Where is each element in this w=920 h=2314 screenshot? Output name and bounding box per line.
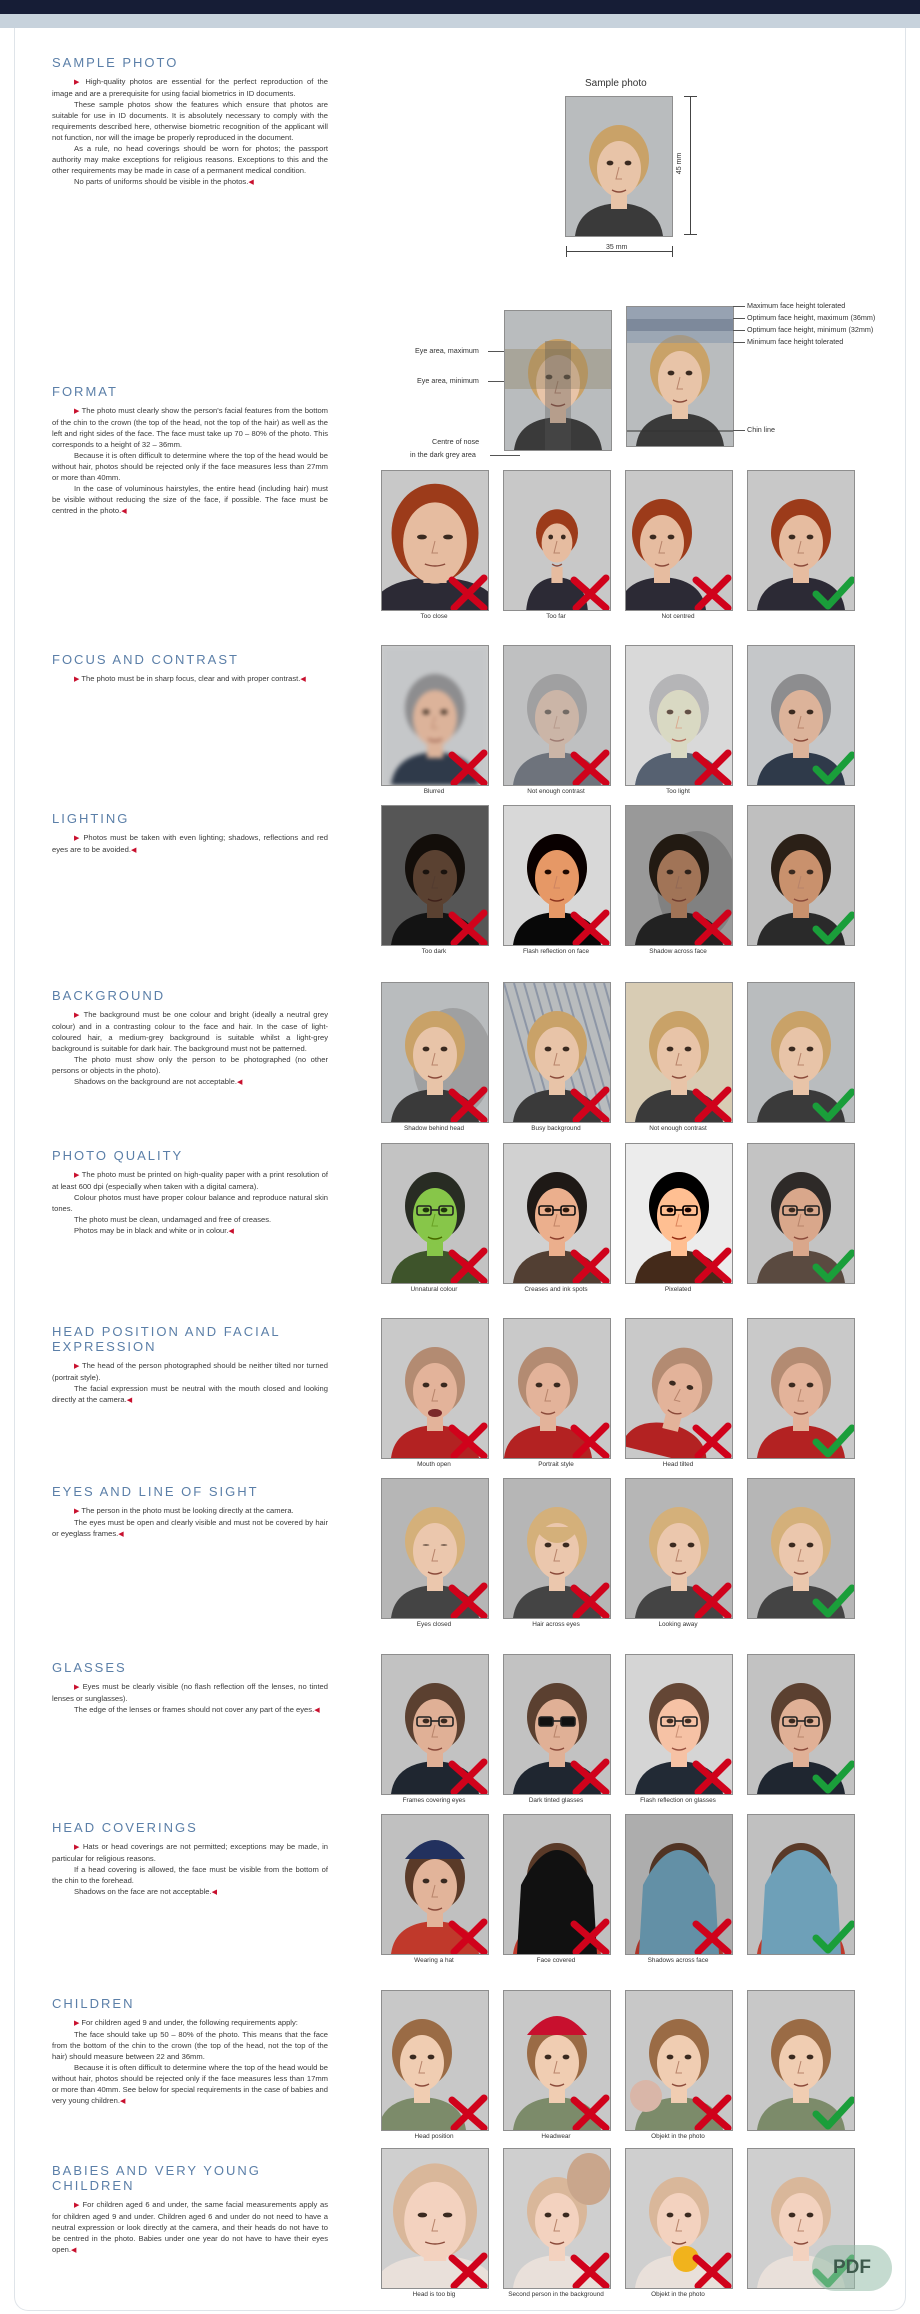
triangle-icon: ▶ [74,676,82,683]
paragraph: Hats or head coverings are not permitted; exceptions may be made, in particular for religious reasons. [52,1842,329,1863]
photo-caption: Eyes closed [416,1621,452,1628]
check-icon [812,749,855,786]
example-photo [503,982,611,1123]
example-photo [381,470,489,611]
photo-caption: Dark tinted glasses [528,1797,584,1804]
cross-icon [690,1422,733,1459]
photo-caption: Blurred [423,788,445,795]
photo-caption: Objekt in the photo [651,2133,705,2140]
section-title: GLASSES [52,1660,127,1675]
photo-caption: Flash reflection on face [522,948,590,955]
photo-caption: Headwear [541,2133,571,2140]
cross-icon [446,1086,489,1123]
photo-caption: Not enough contrast [527,788,585,795]
label-nose-centre: Centre of nose [432,437,480,446]
photo-caption: Shadow behind head [403,1125,465,1132]
photo-caption: Too far [546,613,566,620]
section-babies [52,2163,328,2256]
example-photo [503,1654,611,1795]
cross-icon [446,749,489,786]
triangle-icon: ▶ [74,2202,83,2209]
example-photo [625,645,733,786]
pdf-badge[interactable]: PDF [812,2245,892,2291]
width-right-tick [672,246,673,257]
height-top-tick [684,96,697,97]
cross-icon [446,1422,489,1459]
photo-caption: Shadows across face [647,1957,709,1964]
paragraph: High-quality photos are essential for the perfect reproduction of the image and are a prerequisite for using facial biometrics in ID documents. [52,77,329,98]
cross-icon [446,1247,489,1284]
paragraph: The photo must be clean, undamaged and free of creases. [74,1215,272,1224]
leader-line [733,306,745,307]
photo-caption: Too close [420,613,448,620]
section-eyes [52,1484,328,1540]
photo-caption: Frames covering eyes [402,1797,466,1804]
cross-icon [568,1247,611,1284]
paragraph: Photos may be in black and white or in colour. [74,1226,229,1235]
cross-icon [690,1918,733,1955]
example-photo [747,470,855,611]
example-photo [503,645,611,786]
example-photo [503,1814,611,1955]
triangle-end-icon: ◀ [130,847,137,854]
photo-caption: Face covered [536,1957,576,1964]
photo-caption: Too light [666,788,690,795]
example-photo [747,645,855,786]
section-title: FORMAT [52,384,118,399]
paragraph: Eyes must be clearly visible (no flash reflection off the lenses, no tinted lenses or sunglasses). [52,1682,328,1703]
example-photo [625,1143,733,1284]
cross-icon [568,1918,611,1955]
section-format [52,384,328,517]
section-title: SAMPLE PHOTO [52,55,179,70]
paragraph: Photos must be taken with even lighting; shadows, reflections and red eyes are to be avoided. [52,833,329,854]
paragraph: The head of the person photographed should be neither tilted nor turned (portrait style). [52,1361,328,1382]
photo-caption: Objekt in the photo [651,2291,705,2298]
check-icon [812,2094,855,2131]
check-icon [812,1918,855,1955]
photo-caption: Portrait style [538,1461,574,1468]
photo-caption: Head tilted [662,1461,694,1468]
triangle-end-icon: ◀ [119,2098,126,2105]
section-head-position [52,1324,328,1406]
cross-icon [446,574,489,611]
example-photo [625,1654,733,1795]
section-head-coverings [52,1820,328,1898]
triangle-icon: ▶ [74,1508,82,1515]
triangle-icon: ▶ [74,1172,82,1179]
photo-caption: Creases and ink spots [524,1286,588,1293]
paragraph: The person in the photo must be looking directly at the camera. [81,1506,294,1515]
paragraph: Colour photos must have proper colour balance and reproduce natural skin tones. [52,1193,328,1213]
triangle-icon: ▶ [74,1363,82,1370]
paragraph: As a rule, no head coverings should be worn for photos; the passport authority may make exceptions for religious reasons. Exceptions to this and the other requirements may be made in case of a permanent medical condition. [52,144,328,175]
triangle-icon: ▶ [74,835,84,842]
example-photo [381,1143,489,1284]
section-title: FOCUS AND CONTRAST [52,652,239,667]
paragraph: In the case of voluminous hairstyles, the entire head (including hair) must be visible without reducing the size of the face, if possible. The face must be centred in the photo. [52,484,328,515]
photo-caption: Flash reflection on glasses [640,1797,716,1804]
paragraph: If a head covering is allowed, the face must be visible from the bottom of the chin to the forehead. [52,1865,328,1885]
example-photo [503,1143,611,1284]
triangle-end-icon: ◀ [126,1397,133,1404]
paragraph: The photo must clearly show the person's facial features from the bottom of the chin to the crown (the top of the head, not the top of the hair) as well as the left and right sides of the face. The face must take up 70 – 80% of the photo. This corresponds to a height of 32 – 36mm. [52,406,328,449]
cross-icon [690,2094,733,2131]
photo-caption: Looking away [658,1621,698,1628]
label-optimum-min: Optimum face height, minimum (32mm) [747,325,874,334]
check-icon [812,1086,855,1123]
triangle-end-icon: ◀ [118,1531,124,1538]
example-photo [625,805,733,946]
example-photo [747,1990,855,2131]
cross-icon [446,2252,489,2289]
triangle-icon: ▶ [74,79,86,86]
paragraph: The photo must show only the person to be photographed (no other persons or objects in the photo). [52,1055,328,1075]
example-photo [747,1143,855,1284]
paragraph: The eyes must be open and clearly visible and must not be covered by hair or eyeglass frames. [52,1518,328,1538]
cross-icon [568,1758,611,1795]
triangle-icon: ▶ [74,1844,83,1851]
example-photo [381,805,489,946]
section-title: BABIES AND VERY YOUNG CHILDREN [52,2163,261,2193]
triangle-end-icon: ◀ [314,1707,320,1714]
photo-caption: Too dark [421,948,447,955]
check-icon [812,574,855,611]
leader-line [733,430,745,431]
cross-icon [446,1918,489,1955]
cross-icon [690,2252,733,2289]
section-title: PHOTO QUALITY [52,1148,184,1163]
section-lighting [52,811,328,856]
example-photo [503,1990,611,2131]
example-photo [625,1814,733,1955]
photo-caption: Hair across eyes [532,1621,580,1628]
paragraph: The background must be one colour and bright (ideally a neutral grey colour) and in a contrasting colour to the face and hair. In the case of light-coloured hair, a medium-grey background is suitable whilst a light-grey background is suitable for dark hair. The background must not be patterned. [52,1010,329,1053]
paragraph: The photo must be printed on high-quality paper with a print resolution of at least 600 dpi (especially when taken with a digital camera). [52,1170,328,1191]
sample-photo-heading: Sample photo [585,78,647,89]
cross-icon [446,909,489,946]
example-photo [503,470,611,611]
section-background [52,988,328,1088]
cross-icon [568,749,611,786]
triangle-end-icon: ◀ [211,1889,218,1896]
example-photo [625,1478,733,1619]
leader-line [733,342,745,343]
example-photo [381,645,489,786]
example-photo [625,982,733,1123]
example-photo [503,1478,611,1619]
photo-caption: Busy background [531,1125,581,1132]
section-title: EYES AND LINE OF SIGHT [52,1484,259,1499]
triangle-end-icon: ◀ [121,508,127,515]
width-dimension-line [566,251,672,252]
section-title: CHILDREN [52,1996,135,2011]
photo-caption: Second person in the background [508,2291,604,2298]
check-icon [812,1247,855,1284]
leader-line [733,318,745,319]
example-photo [381,2148,489,2289]
example-photo [747,1814,855,1955]
cross-icon [446,2094,489,2131]
paragraph: These sample photos show the features which ensure that photos are suitable for use in ID documents. It is absolutely necessary to comply with the requirements described here, otherwise biometric recognition of the applicant will not function, nor will the image be properly reproduced in the document. [52,100,328,142]
leader-line [490,455,520,456]
triangle-icon: ▶ [74,408,82,415]
cross-icon [568,2094,611,2131]
paragraph: The facial expression must be neutral with the mouth closed and looking directly at the camera. [52,1384,328,1404]
example-photo [381,1654,489,1795]
example-photo [625,1318,733,1459]
paragraph: For children aged 6 and under, the same facial measurements apply as for children aged 9 and under. Children aged 6 and under do not need to have a neutral expression or look directly at the camera, and their heads do not have to be centred in the photo. Babies under one year do not have to have their eyes open. [52,2200,329,2254]
example-photo [381,1814,489,1955]
section-title: LIGHTING [52,811,130,826]
cross-icon [568,574,611,611]
cross-icon [690,1758,733,1795]
example-photo [747,1318,855,1459]
section-title: HEAD COVERINGS [52,1820,198,1835]
section-title: BACKGROUND [52,988,166,1003]
example-photo [381,1478,489,1619]
eye-area-diagram [504,310,612,451]
cross-icon [568,1086,611,1123]
label-max-face-height: Maximum face height tolerated [747,301,846,310]
cross-icon [690,1582,733,1619]
section-glasses [52,1660,328,1716]
paragraph: Shadows on the background are not acceptable. [74,1077,237,1086]
photo-caption: Pixelated [664,1286,692,1293]
section-children [52,1996,328,2107]
example-photo [503,2148,611,2289]
triangle-icon: ▶ [74,2020,82,2027]
label-eye-area-max: Eye area, maximum [415,346,479,355]
paragraph: The face should take up 50 – 80% of the photo. This means that the face from the bottom of the chin to the crown (the top of the head, not the top of the hair) should measure between 22 and 36mm. [52,2030,328,2061]
cross-icon [446,1582,489,1619]
photo-caption: Shadow across face [649,948,707,955]
section-photo-quality [52,1148,328,1237]
sample-photo [565,96,673,237]
triangle-icon: ▶ [74,1012,84,1019]
label-optimum-max: Optimum face height, maximum (36mm) [747,313,876,322]
paragraph: Because it is often difficult to determine where the top of the head would be without hair, photos should be rejected only if the face measures less than 27mm or more than 40mm. [52,451,328,482]
cross-icon [568,1582,611,1619]
example-photo [747,982,855,1123]
section-focus [52,652,328,685]
photo-caption: Unnatural colour [410,1286,458,1293]
label-chin-line: Chin line [747,425,775,434]
triangle-icon: ▶ [74,1684,83,1691]
label-dark-grey-area: in the dark grey area [410,450,476,459]
photo-caption: Wearing a hat [414,1957,454,1964]
check-icon [812,1422,855,1459]
cross-icon [690,1247,733,1284]
cross-icon [568,1422,611,1459]
top-navy-bar [0,0,920,14]
paragraph: No parts of uniforms should be visible in the photos. [74,177,249,186]
example-photo [625,1990,733,2131]
example-photo [503,805,611,946]
leader-line [488,381,504,382]
paragraph: Shadows on the face are not acceptable. [74,1887,212,1896]
example-photo [747,805,855,946]
paragraph: The photo must be in sharp focus, clear and with proper contrast. [81,674,301,683]
cross-icon [690,909,733,946]
example-photo [381,1318,489,1459]
example-photo [625,2148,733,2289]
leader-line [488,351,504,352]
width-label: 35 mm [606,244,628,251]
triangle-end-icon: ◀ [236,1079,243,1086]
photo-caption: Mouth open [417,1461,451,1468]
triangle-end-icon: ◀ [71,2247,77,2254]
paragraph: Because it is often difficult to determine where the top of the head would be without hair, photos should be rejected only if the face measures less than 17mm or more than 40mm. See below for special requirements in the case of babies and very young children. [52,2063,328,2105]
example-photo [625,470,733,611]
check-icon [812,1758,855,1795]
label-eye-area-min: Eye area, minimum [417,376,479,385]
example-photo [747,1654,855,1795]
cross-icon [568,2252,611,2289]
triangle-end-icon: ◀ [248,179,254,186]
photo-caption: Head is too big [412,2291,456,2298]
paragraph: For children aged 9 and under, the following requirements apply: [81,2018,298,2027]
triangle-end-icon: ◀ [300,676,306,683]
leader-line [733,330,745,331]
cross-icon [690,1086,733,1123]
section-sample-photo [52,55,328,188]
example-photo [747,1478,855,1619]
cross-icon [446,1758,489,1795]
label-min-face-height: Minimum face height tolerated [747,337,844,346]
check-icon [812,909,855,946]
cross-icon [690,574,733,611]
face-height-diagram [626,306,734,447]
photo-caption: Head position [414,2133,454,2140]
height-label: 45 mm [676,152,684,175]
paragraph: The edge of the lenses or frames should not cover any part of the eyes. [74,1705,315,1714]
example-photo [381,982,489,1123]
section-title: HEAD POSITION AND FACIAL EXPRESSION [52,1324,281,1354]
cross-icon [568,909,611,946]
triangle-end-icon: ◀ [228,1228,234,1235]
photo-caption: Not enough contrast [649,1125,707,1132]
example-photo [381,1990,489,2131]
height-dimension-line [690,96,691,235]
top-grey-bar [0,14,920,28]
height-bottom-tick [684,234,697,235]
photo-caption: Not centred [661,613,695,620]
width-left-tick [566,246,567,257]
cross-icon [690,749,733,786]
example-photo [503,1318,611,1459]
check-icon [812,1582,855,1619]
